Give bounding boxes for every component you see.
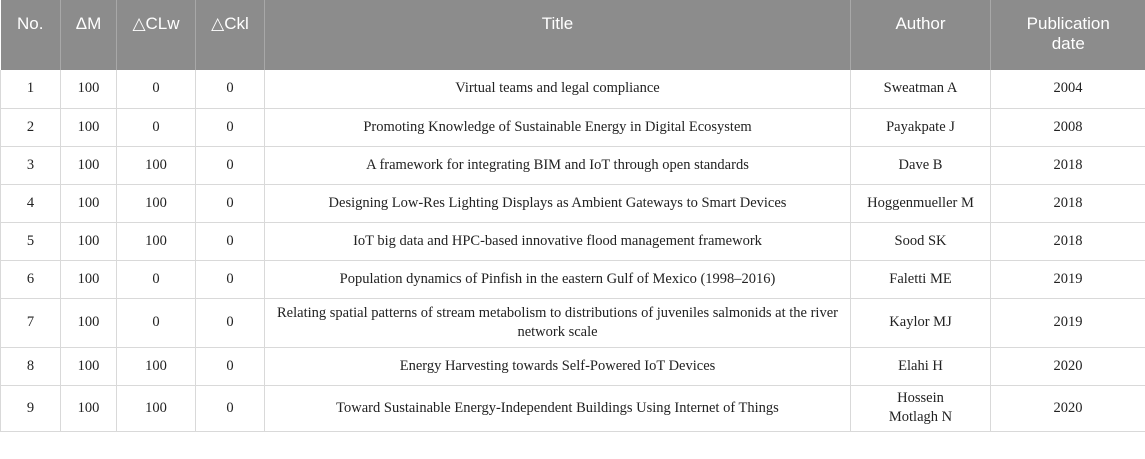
cell-delta-clw: 100 — [117, 222, 196, 260]
cell-publication-date: 2020 — [991, 385, 1145, 431]
cell-title: Energy Harvesting towards Self-Powered IoT Devices — [265, 347, 851, 385]
cell-delta-ckl: 0 — [196, 70, 265, 108]
cell-publication-date: 2018 — [991, 146, 1145, 184]
cell-publication-date: 2018 — [991, 184, 1145, 222]
cell-author: Faletti ME — [851, 260, 991, 298]
cell-delta-m: 100 — [61, 70, 117, 108]
cell-delta-m: 100 — [61, 222, 117, 260]
cell-title: Population dynamics of Pinfish in the eastern Gulf of Mexico (1998–2016) — [265, 260, 851, 298]
cell-no: 2 — [1, 108, 61, 146]
cell-author: Dave B — [851, 146, 991, 184]
cell-no: 3 — [1, 146, 61, 184]
table-row — [1, 385, 1145, 431]
cell-delta-m: 100 — [61, 184, 117, 222]
cell-delta-clw: 100 — [117, 146, 196, 184]
cell-delta-m: 100 — [61, 347, 117, 385]
table-header — [1, 0, 1145, 70]
cell-publication-date: 2019 — [991, 298, 1145, 347]
cell-delta-m: 100 — [61, 146, 117, 184]
table-row — [1, 260, 1145, 298]
cell-delta-ckl: 0 — [196, 385, 265, 431]
table-row — [1, 347, 1145, 385]
cell-title: Promoting Knowledge of Sustainable Energy in Digital Ecosystem — [265, 108, 851, 146]
cell-title: IoT big data and HPC-based innovative flood management framework — [265, 222, 851, 260]
cell-delta-ckl: 0 — [196, 146, 265, 184]
cell-delta-clw: 100 — [117, 347, 196, 385]
cell-delta-ckl: 0 — [196, 108, 265, 146]
cell-title: A framework for integrating BIM and IoT through open standards — [265, 146, 851, 184]
cell-delta-clw: 100 — [117, 385, 196, 431]
header-title: Title — [265, 0, 851, 70]
cell-delta-ckl: 0 — [196, 184, 265, 222]
cell-author: Hossein Motlagh N — [851, 385, 991, 431]
header-no: No. — [1, 0, 61, 70]
cell-no: 6 — [1, 260, 61, 298]
cell-delta-ckl: 0 — [196, 347, 265, 385]
cell-no: 7 — [1, 298, 61, 347]
cell-no: 5 — [1, 222, 61, 260]
table-row — [1, 70, 1145, 108]
cell-no: 1 — [1, 70, 61, 108]
cell-no: 9 — [1, 385, 61, 431]
cell-delta-clw: 0 — [117, 260, 196, 298]
cell-delta-ckl: 0 — [196, 222, 265, 260]
table-body — [1, 70, 1145, 431]
cell-publication-date: 2020 — [991, 347, 1145, 385]
cell-delta-clw: 0 — [117, 108, 196, 146]
cell-title: Virtual teams and legal compliance — [265, 70, 851, 108]
table-row — [1, 146, 1145, 184]
header-delta-ckl: △Ckl — [196, 0, 265, 70]
cell-author: Sweatman A — [851, 70, 991, 108]
header-delta-clw: △CLw — [117, 0, 196, 70]
cell-delta-m: 100 — [61, 108, 117, 146]
table-row — [1, 298, 1145, 347]
table-row — [1, 108, 1145, 146]
cell-delta-clw: 100 — [117, 184, 196, 222]
cell-delta-clw: 0 — [117, 298, 196, 347]
table-row — [1, 222, 1145, 260]
cell-author: Sood SK — [851, 222, 991, 260]
cell-delta-clw: 0 — [117, 70, 196, 108]
cell-author: Elahi H — [851, 347, 991, 385]
cell-author: Kaylor MJ — [851, 298, 991, 347]
cell-delta-m: 100 — [61, 298, 117, 347]
header-author: Author — [851, 0, 991, 70]
cell-delta-m: 100 — [61, 260, 117, 298]
cell-title: Designing Low-Res Lighting Displays as Ambient Gateways to Smart Devices — [265, 184, 851, 222]
header-row — [1, 0, 1145, 70]
cell-delta-ckl: 0 — [196, 298, 265, 347]
cell-delta-ckl: 0 — [196, 260, 265, 298]
cell-publication-date: 2019 — [991, 260, 1145, 298]
header-delta-m: ΔM — [61, 0, 117, 70]
cell-no: 4 — [1, 184, 61, 222]
cell-title: Relating spatial patterns of stream metabolism to distributions of juveniles salmonids at the river network scale — [265, 298, 851, 347]
cell-title: Toward Sustainable Energy-Independent Buildings Using Internet of Things — [265, 385, 851, 431]
cell-author: Hoggenmueller M — [851, 184, 991, 222]
cell-publication-date: 2018 — [991, 222, 1145, 260]
header-publication-date: Publication date — [991, 0, 1145, 70]
cell-author: Payakpate J — [851, 108, 991, 146]
cell-delta-m: 100 — [61, 385, 117, 431]
cell-publication-date: 2004 — [991, 70, 1145, 108]
table-row — [1, 184, 1145, 222]
cell-no: 8 — [1, 347, 61, 385]
cell-publication-date: 2008 — [991, 108, 1145, 146]
